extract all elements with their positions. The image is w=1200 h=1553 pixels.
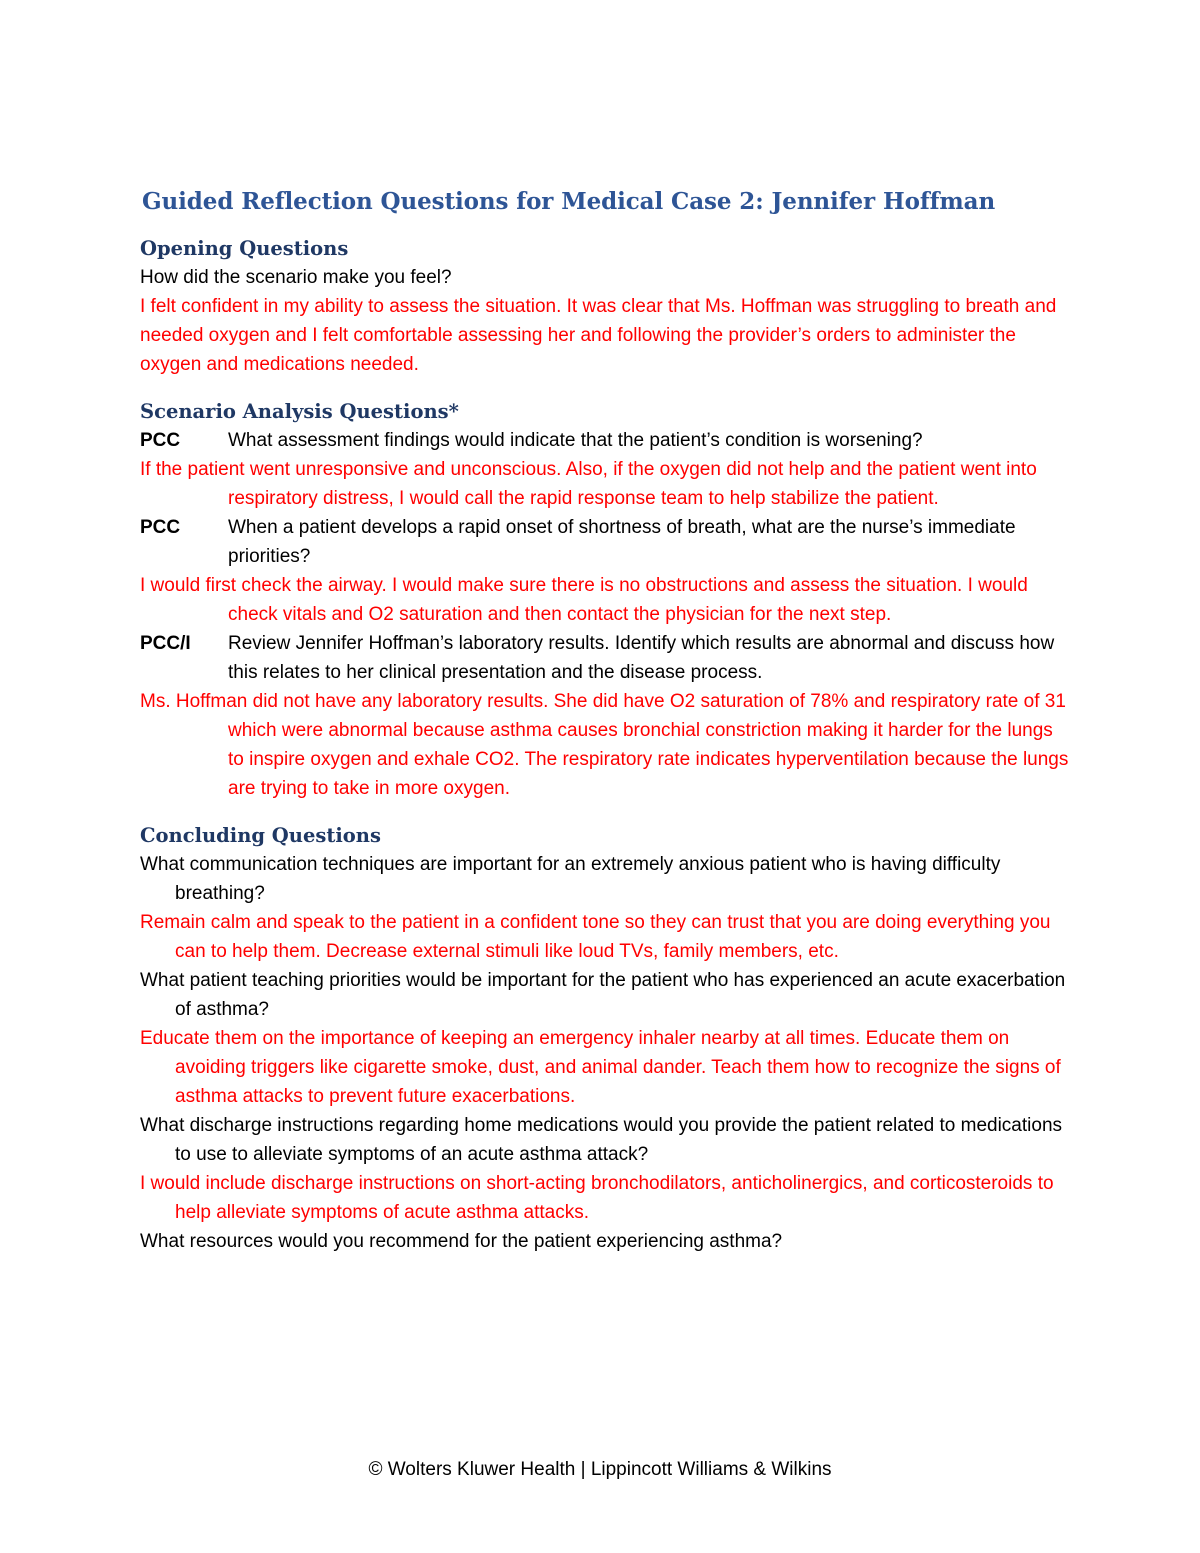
question-code: PCC/I: [140, 633, 191, 654]
analysis-answer-2: I would first check the airway. I would make sure there is no obstructions and assess the situation. I would check vitals and O2 saturation and then contact the physician for the next step.: [140, 575, 1028, 625]
analysis-question-2: [140, 513, 1070, 571]
concluding-answer-2: Educate them on the importance of keeping an emergency inhaler nearby at all times. Educate them on avoiding triggers like cigarette smoke, dust, and animal dander. Teach them how to recognize the signs of asthma attacks to prevent future exacerbations.: [140, 1028, 1061, 1107]
opening-heading: Opening Questions: [140, 237, 349, 260]
opening-answer: I felt confident in my ability to assess the situation. It was clear that Ms. Hoffman was struggling to breath and needed oxygen and I felt comfortable assessing her and following the provider’s orders to administer the oxygen and medications needed.: [140, 296, 1057, 375]
analysis-heading: Scenario Analysis Questions*: [140, 400, 459, 423]
analysis-question-3: [140, 629, 1070, 687]
concluding-question-4: What resources would you recommend for the patient experiencing asthma?: [140, 1231, 783, 1252]
question-code: PCC: [140, 517, 181, 538]
page-title: Guided Reflection Questions for Medical Case 2: Jennifer Hoffman: [142, 188, 996, 215]
concluding-answer-3: I would include discharge instructions on short-acting bronchodilators, anticholinergics, and corticosteroids to help alleviate symptoms of acute asthma attacks.: [140, 1173, 1054, 1223]
question-text: What assessment findings would indicate that the patient’s condition is worsening?: [228, 430, 923, 451]
analysis-question-1: [140, 426, 1070, 455]
concluding-question-2: What patient teaching priorities would be important for the patient who has experienced an acute exacerbation of asthma?: [140, 970, 1066, 1020]
concluding-question-3: What discharge instructions regarding home medications would you provide the patient related to medications to use to alleviate symptoms of an acute asthma attack?: [140, 1115, 1063, 1165]
document-page: [140, 188, 1070, 1256]
question-text: Review Jennifer Hoffman’s laboratory results. Identify which results are abnormal and discuss how this relates to her clinical presentation and the disease process.: [228, 633, 1055, 683]
analysis-answer-3: Ms. Hoffman did not have any laboratory results. She did have O2 saturation of 78% and respiratory rate of 31 which were abnormal because asthma causes bronchial constriction making it harder for the lungs to inspire oxygen and exhale CO2. The respiratory rate indicates hyperventilation because the lungs are trying to take in more oxygen.: [140, 691, 1069, 799]
concluding-answer-1: Remain calm and speak to the patient in a confident tone so they can trust that you are doing everything you can to help them. Decrease external stimuli like loud TVs, family members, etc.: [140, 912, 1051, 962]
question-text: When a patient develops a rapid onset of shortness of breath, what are the nurse’s immediate priorities?: [228, 517, 1016, 567]
question-code: PCC: [140, 430, 181, 451]
concluding-heading: Concluding Questions: [140, 824, 381, 847]
analysis-answer-1: If the patient went unresponsive and unconscious. Also, if the oxygen did not help and the patient went into respiratory distress, I would call the rapid response team to help stabilize the patient.: [140, 459, 1037, 509]
opening-question: How did the scenario make you feel?: [140, 267, 452, 288]
concluding-question-1: What communication techniques are important for an extremely anxious patient who is having difficulty breathing?: [140, 854, 1001, 904]
footer-copyright: © Wolters Kluwer Health | Lippincott Williams & Wilkins: [368, 1459, 832, 1480]
